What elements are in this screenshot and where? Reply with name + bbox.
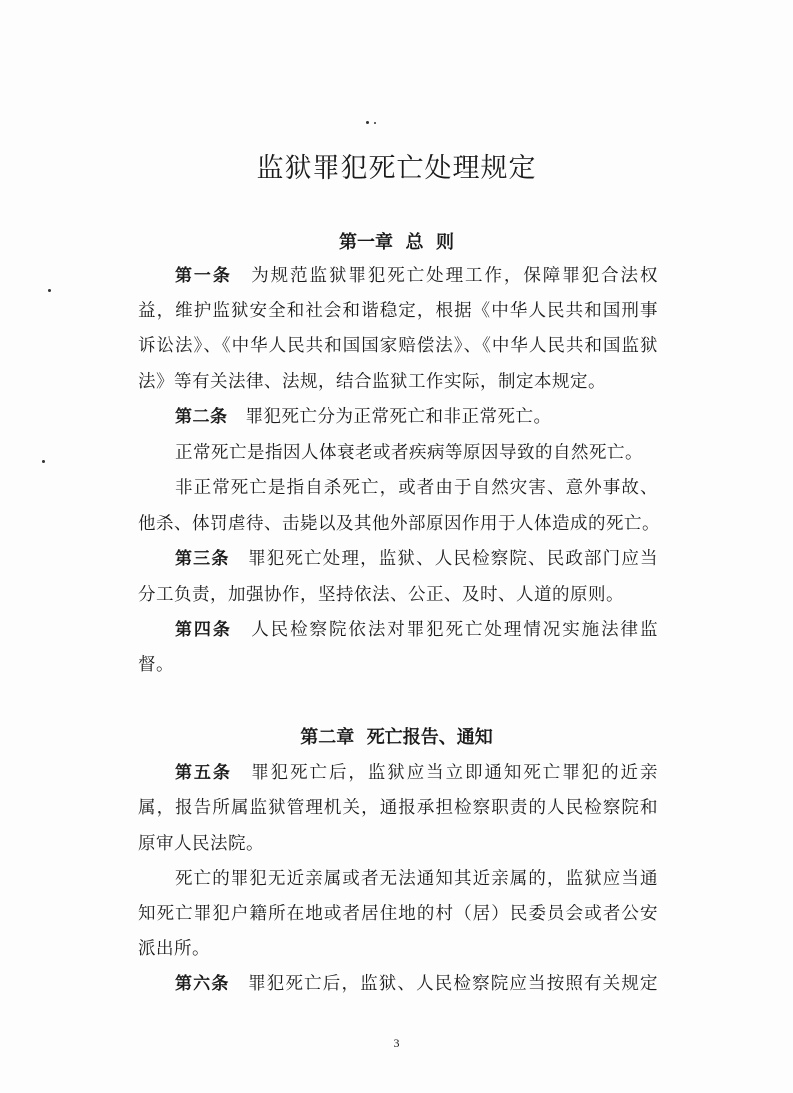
article-3-label: 第三条 [175, 549, 230, 569]
article-1-line-1 [175, 264, 658, 288]
article-2-text: 罪犯死亡分为正常死亡和非正常死亡。 [245, 407, 552, 427]
article-5-line-3: 原审人民法院。 [138, 834, 264, 854]
article-1-line-2: 益，维护监狱安全和社会和谐稳定，根据《中华人民共和国刑事 [138, 301, 658, 321]
scan-speck [366, 121, 369, 124]
article-2-paragraph-3-line-2: 他杀、体罚虐待、击毙以及其他外部原因作用于人体造成的死亡。 [138, 514, 660, 534]
scan-speck [374, 122, 376, 124]
document-title: 监狱罪犯死亡处理规定 [256, 153, 537, 184]
article-4-text: 人民检察院依法对罪犯死亡处理情况实施法律监 [249, 620, 658, 640]
article-4-label: 第四条 [175, 620, 232, 640]
article-5-paragraph-2-line-1: 死亡的罪犯无近亲属或者无法通知其近亲属的，监狱应当通 [175, 869, 658, 889]
article-3-line-1 [175, 547, 658, 571]
article-2-label: 第二条 [175, 407, 228, 427]
article-3-text: 罪犯死亡处理，监狱、人民检察院、民政部门应当 [247, 549, 659, 569]
article-6-text: 罪犯死亡后，监狱、人民检察院应当按照有关规定 [247, 974, 659, 994]
article-4-line-1 [175, 618, 658, 642]
article-2-text [228, 407, 246, 427]
scan-speck [42, 460, 45, 463]
article-4-line-2: 督。 [138, 655, 174, 675]
article-3-line-2: 分工负责，加强协作，坚持依法、公正、及时、人道的原则。 [138, 585, 624, 605]
article-5-paragraph-2-line-2: 知死亡罪犯户籍所在地或者居住地的村（居）民委员会或者公安 [138, 904, 658, 924]
scan-speck [48, 289, 51, 292]
article-5-line-2: 属，报告所属监狱管理机关，通报承担检察职责的人民检察院和 [138, 798, 658, 818]
article-2-paragraph-2: 正常死亡是指因人体衰老或者疾病等原因导致的自然死亡。 [175, 443, 643, 463]
article-5-line-1 [175, 761, 658, 785]
article-6-line-1 [175, 972, 658, 996]
article-5-paragraph-2-line-3: 派出所。 [138, 939, 210, 959]
article-1-text [232, 266, 250, 286]
article-1-line-4: 法》等有关法律、法规，结合监狱工作实际，制定本规定。 [138, 372, 606, 392]
article-1-line-3: 诉讼法》、《中华人民共和国国家赔偿法》、《中华人民共和国监狱 [138, 336, 658, 356]
article-5-text [232, 763, 250, 783]
article-2-paragraph-3-line-1: 非正常死亡是指自杀死亡，或者由于自然灾害、意外事故、 [175, 478, 658, 498]
article-5-text: 罪犯死亡后，监狱应当立即通知死亡罪犯的近亲 [249, 763, 658, 783]
article-1-text: 为规范监狱罪犯死亡处理工作，保障罪犯合法权 [249, 266, 658, 286]
chapter-1-heading: 第一章 总 则 [338, 232, 455, 253]
article-3-text [229, 549, 247, 569]
chapter-2-heading: 第二章 死亡报告、通知 [300, 727, 493, 748]
article-6-label: 第六条 [175, 974, 230, 994]
page-number: 3 [393, 1036, 400, 1050]
article-6-text [229, 974, 247, 994]
article-2-line-1 [175, 405, 658, 429]
article-1-label: 第一条 [175, 266, 232, 286]
article-5-label: 第五条 [175, 763, 232, 783]
article-4-text [232, 620, 250, 640]
